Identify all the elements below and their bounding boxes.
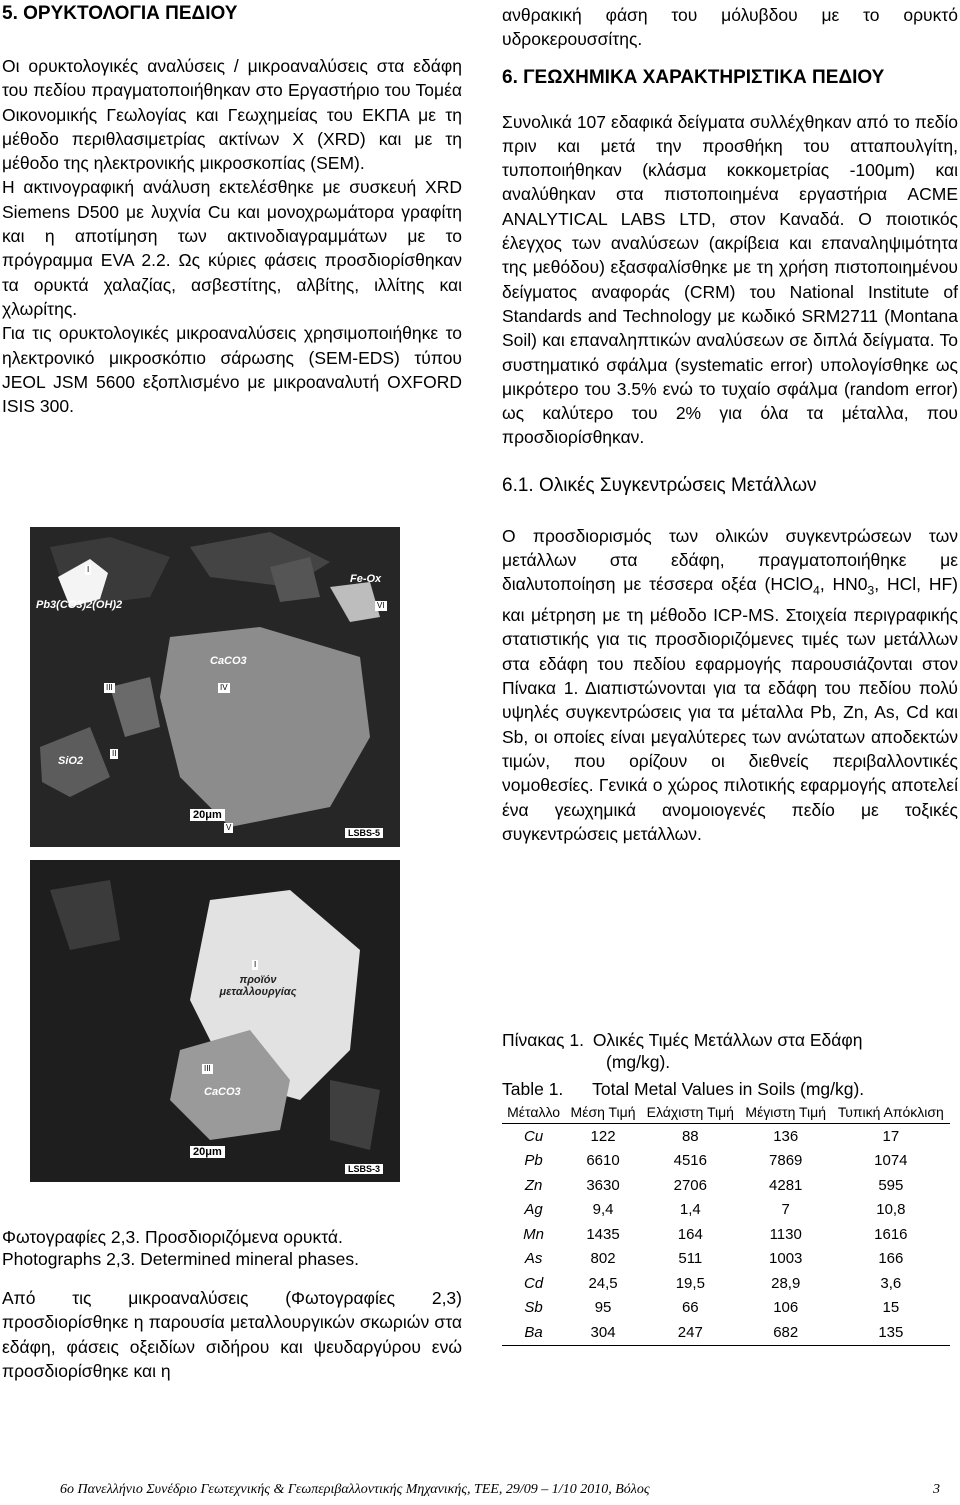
marker-i-2: I xyxy=(254,960,257,969)
table-cell: 166 xyxy=(878,1250,904,1268)
table-cell: 10,8 xyxy=(876,1201,906,1219)
sem-photo-1-texture xyxy=(30,527,400,847)
table-cell: 511 xyxy=(678,1250,703,1268)
table-cell: 4281 xyxy=(769,1176,803,1194)
metal-symbol: Mn xyxy=(523,1225,545,1243)
marker-i: I xyxy=(87,565,90,574)
label-pb-carbonate: Pb3(CO3)2(OH)2 xyxy=(36,599,123,611)
table-caption-english xyxy=(502,1078,864,1100)
header-stdev: Τυπική Απόκλιση xyxy=(832,1102,950,1124)
table-cell: 1074 xyxy=(874,1152,908,1170)
metal-symbol: As xyxy=(524,1250,543,1268)
table-caption-greek-unit: (mg/kg). xyxy=(606,1052,671,1072)
table-row xyxy=(502,1149,950,1174)
caption-english: Photographs 2,3. Determined mineral phases. xyxy=(2,1249,360,1269)
table-cell: 4516 xyxy=(673,1152,707,1170)
para6-subscript-1: 4 xyxy=(813,583,820,598)
metal-symbol: Sb xyxy=(524,1299,543,1317)
label-sio2: SiO2 xyxy=(58,755,84,767)
metal-symbol: Ba xyxy=(502,1320,565,1345)
table-cell: 28,9 xyxy=(771,1274,801,1292)
table-row xyxy=(502,1222,950,1247)
paragraph-sampling: Συνολικά 107 εδαφικά δείγματα συλλέχθηκαν από το πεδίο πριν και μετά την προσθήκη του ατταπουλγίτη, τυποποιήθηκαν (κλάσμα κοκκομετρίας -100μm) και αναλύθηκαν στα πιστοποιημένα εργαστήρια ACME ANALYTICAL LABS LTD, στον Καναδά. Ο ποιοτικός έλεγχος των αναλύσεων (ακρίβεια και επαναληψιμότητα της μεθόδου) εξασφαλίσθηκε με τη χρήση πιστοποιημένου δείγματος αναφοράς (CRM) του National Institute of Standards and Technology με κωδικό SRM2711 (Montana Soil) και επαναληπτικών αναλύσεων σε διπλά δείγματα. Το συστηματικό σφάλμα (systematic error) υπολογίσθηκε ως μικρότερο του 3.5% ενώ το τυχαίο σφάλμα (random error) ως καλύτερο του 2% για όλα τα μέταλλα, που προσδιορίσθηκαν. xyxy=(502,111,958,448)
table-cell: 595 xyxy=(878,1176,904,1194)
table-header-row xyxy=(502,1102,950,1124)
table-cell: 1,4 xyxy=(679,1201,701,1219)
table-row xyxy=(502,1173,950,1198)
table-cell: 15 xyxy=(882,1299,900,1317)
marker-iv: IV xyxy=(220,683,228,692)
sample-code: LSBS-5 xyxy=(345,828,383,838)
table-cell: 95 xyxy=(594,1299,612,1317)
para6-subscript-2: 3 xyxy=(867,583,875,598)
sem-photo-2-texture xyxy=(30,860,400,1182)
metal-symbol: Pb xyxy=(524,1152,543,1170)
metal-symbol: Cu xyxy=(524,1127,544,1145)
table-cell: 106 xyxy=(773,1299,799,1317)
table-caption-english-number: Table 1. xyxy=(502,1079,564,1099)
sem-photo-2 xyxy=(30,860,400,1182)
marker-vi: VI xyxy=(377,601,385,610)
footer-conference: 6o Πανελλήνιο Συνέδριο Γεωτεχνικής & Γεωπεριβαλλοντικής Μηχανικής, ΤΕΕ, 29/09 – 1/10 2010, Βόλος xyxy=(60,1482,650,1497)
table-row xyxy=(502,1124,950,1149)
paragraph-intro: Οι ορυκτολογικές αναλύσεις / μικροαναλύσεις στα εδάφη του πεδίου πραγματοποιήθηκαν στο Εργαστήριο του Τομέα Οικονομικής Γεωλογίας και Γεωχημείας του ΕΚΠΑ με τη μέθοδο περιθλασιμετρίας ακτίνων Χ (XRD) και με τη μέθοδο της ηλεκτρονικής μικροσκοπίας (SEM). xyxy=(2,56,462,174)
table-cell: 135 xyxy=(832,1320,950,1345)
metal-symbol: Zn xyxy=(524,1176,543,1194)
page-number: 3 xyxy=(933,1482,940,1497)
scale-bar-label: 20μm xyxy=(190,809,225,821)
table-cell: 682 xyxy=(740,1320,832,1345)
header-max: Μέγιστη Τιμή xyxy=(740,1102,832,1124)
table-cell: 1616 xyxy=(874,1225,908,1243)
sem-photo-1 xyxy=(30,527,400,847)
paragraph-xrd: Η ακτινογραφική ανάλυση εκτελέσθηκε με συσκευή XRD Siemens D500 με λυχνία Cu και μονοχρωμάτορα γραφίτη και η αποτίμηση των ακτινοδιαγραμμάτων με το πρόγραμμα EVA 2.2. Ως κύριες φάσεις προσδιορίσθηκαν τα ορυκτά χαλαζίας, ασβεστίτης, αλβίτης, ιλλίτης και χλωρίτης. xyxy=(2,177,462,319)
metal-symbol: Cd xyxy=(524,1274,544,1292)
caption-greek: Φωτογραφίες 2,3. Προσδιοριζόμενα ορυκτά. xyxy=(2,1227,343,1247)
marker-iii: III xyxy=(106,683,113,692)
scale-bar-label-2: 20μm xyxy=(190,1146,225,1158)
table-row xyxy=(502,1247,950,1272)
table-cell: 122 xyxy=(590,1127,616,1145)
table-row xyxy=(502,1271,950,1296)
table-row xyxy=(502,1198,950,1223)
page-footer xyxy=(60,1482,940,1498)
sample-code-2: LSBS-3 xyxy=(345,1164,383,1174)
left-column xyxy=(2,0,462,418)
table-caption-greek-title: Ολικές Τιμές Μετάλλων στα Εδάφη xyxy=(592,1030,863,1050)
header-metal: Μέταλλο xyxy=(502,1102,565,1124)
table-cell: 24,5 xyxy=(588,1274,618,1292)
label-caco3: CaCO3 xyxy=(210,655,247,667)
table-cell: 9,4 xyxy=(592,1201,614,1219)
section-heading-5: 5. ΟΡΥΚΤΟΛΟΓΙΑ ΠΕΔΙΟΥ xyxy=(2,3,238,24)
table-cell: 3630 xyxy=(586,1176,620,1194)
table-caption-greek xyxy=(502,1029,862,1073)
table-caption-greek-number: Πίνακας 1. xyxy=(502,1030,584,1050)
para6-part-b: , HN0 xyxy=(819,574,868,595)
table-cell: 136 xyxy=(773,1127,799,1145)
left-column-bottom xyxy=(2,1226,462,1383)
table-cell: 19,5 xyxy=(675,1274,705,1292)
table-cell: 6610 xyxy=(586,1152,620,1170)
paragraph-microanalysis: Από τις μικροαναλύσεις (Φωτογραφίες 2,3) προσδιορίσθηκε η παρουσία μεταλλουργικών σκωριών στα εδάφη, φάσεις οξειδίων σιδήρου και ψευδαργύρου ενώ προσδιορίσθηκε και η xyxy=(2,1288,462,1381)
table-cell: 2706 xyxy=(673,1176,707,1194)
table-row xyxy=(502,1320,950,1345)
paragraph-continuation: ανθρακική φάση του μόλυβδου με το ορυκτό υδροκερουσσίτης. xyxy=(502,5,958,50)
marker-ii: II xyxy=(112,749,117,758)
table-cell: 66 xyxy=(681,1299,699,1317)
marker-v: V xyxy=(226,823,232,832)
label-fe-ox: Fe-Ox xyxy=(350,573,382,585)
section-heading-6: 6. ΓΕΩΧΗΜΙΚΑ ΧΑΡΑΚΤΗΡΙΣΤΙΚΑ ΠΕΔΙΟΥ xyxy=(502,66,885,88)
paragraph-sem: Για τις ορυκτολογικές μικροαναλύσεις χρησιμοποιήθηκε το ηλεκτρονικό μικροσκόπιο σάρωσης (SEM-EDS) τύπου JEOL JSM 5600 εξοπλισμένο με μικροαναλυτή OXFORD ISIS 300. xyxy=(2,323,462,417)
para6-part-c: , HCl, HF) και μέτρηση με τη μέθοδο ICP-MS. Στοιχεία περιγραφικής στατιστικής για τις προσδιοριζόμενες τιμές των μετάλλων στα εδάφη του πεδίου εφαρμογής παρουσιάζονται στον Πίνακα 1. Διαπιστώνονται για τα εδάφη του πεδίου πολύ υψηλές συγκεντρώσεις για τα μέταλλα Pb, Zn, As, Cd και Sb, οι οποίες είναι μεγαλύτερες των ανώτατων αποδεκτών τιμών, που ορίζουν οι διεθνείς περιβαλλοντικές νομοθεσίες. Γενικά ο χώρος πιλοτικής εφαρμογής αποτελεί ένα γεωχημικά ανομοιογενές πεδίο με τοξικές συγκεντρώσεις μετάλλων. xyxy=(502,574,958,844)
table-cell: 3,6 xyxy=(880,1274,902,1292)
subsection-heading-6-1: 6.1. Ολικές Συγκεντρώσεις Μετάλλων xyxy=(502,474,817,496)
table-cell: 17 xyxy=(882,1127,900,1145)
table-caption-english-title: Total Metal Values in Soils (mg/kg). xyxy=(592,1079,865,1099)
label-metallurgy-product: προϊόν μεταλλουργίας xyxy=(219,974,297,998)
table-cell: 1003 xyxy=(769,1250,803,1268)
right-column xyxy=(502,0,958,846)
metals-table xyxy=(502,1102,950,1346)
header-mean: Μέση Τιμή xyxy=(565,1102,641,1124)
paragraph-total-concentrations xyxy=(502,524,958,846)
table-cell: 802 xyxy=(590,1250,616,1268)
table-cell: 88 xyxy=(681,1127,699,1145)
para6-part-a: Ο προσδιορισμός των ολικών συγκεντρώσεων των μετάλλων στα εδάφη, πραγματοποιήθηκε με διαλυτοποίηση με τέσσερα οξέα (HClO xyxy=(502,525,958,595)
table-cell: 304 xyxy=(565,1320,641,1345)
table-cell: 7869 xyxy=(769,1152,803,1170)
table-row xyxy=(502,1296,950,1321)
marker-iii-2: III xyxy=(204,1064,211,1073)
header-min: Ελάχιστη Τιμή xyxy=(641,1102,740,1124)
table-cell: 164 xyxy=(677,1225,703,1243)
label-caco3-2: CaCO3 xyxy=(204,1086,241,1098)
metal-symbol: Ag xyxy=(524,1201,543,1219)
table-cell: 1435 xyxy=(586,1225,620,1243)
table-body xyxy=(502,1124,950,1346)
table-cell: 1130 xyxy=(769,1225,802,1243)
table-cell: 247 xyxy=(641,1320,740,1345)
table-cell: 7 xyxy=(781,1201,790,1219)
